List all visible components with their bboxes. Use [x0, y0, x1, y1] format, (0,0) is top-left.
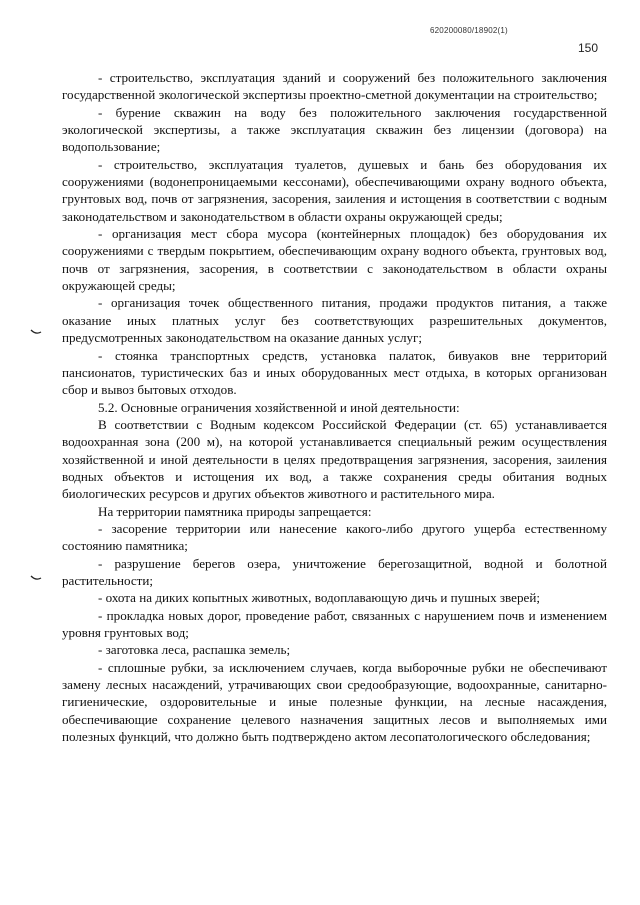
paragraph: - организация точек общественного питания, продажи продуктов питания, а также оказание иных платных услуг без соответствующих разрешительных документов, предусмотренных законодательством на оказание данных услуг;	[62, 295, 607, 346]
paragraph: - заготовка леса, распашка земель;	[98, 642, 291, 658]
paragraph: - засорение территории или нанесение какого-либо другого ущерба естественному состоянию памятника;	[62, 520, 607, 554]
paragraph: На территории памятника природы запрещается:	[98, 503, 372, 519]
margin-mark-icon	[30, 329, 42, 335]
document-body	[62, 69, 607, 745]
document-code: 620200080/18902(1)	[430, 26, 508, 35]
paragraph: - строительство, эксплуатация туалетов, душевых и бань без оборудования их сооружениями (водонепроницаемыми кессонами), обеспечивающими охрану водного объекта, грунтовых вод, почв от загрязнения, засорения, заиления и истощения в соответствии с водным законодательством и законодательством в области охраны окружающей среды;	[62, 156, 607, 224]
paragraph: - бурение скважин на воду без положительного заключения государственной экологической экспертизы, а также эксплуатация скважин без лицензии (договора) на водопользование;	[62, 104, 607, 155]
margin-mark-icon	[30, 575, 42, 581]
paragraph: - прокладка новых дорог, проведение работ, связанных с нарушением почв и изменением уровня грунтовых вод;	[62, 607, 607, 640]
paragraph: - сплошные рубки, за исключением случаев, когда выборочные рубки не обеспечивают замену лесных насаждений, утрачивающих свои средообразующие, водоохранные, санитарно-гигиенические, оздоровительные и иные полезные функции, на лесные насаждения, обеспечивающие сохранение целевого назначения защитных лесов и выполняемых ими полезных функций, что должно быть подтверждено актом лесопатологического обследования;	[62, 659, 607, 745]
paragraph: - строительство, эксплуатация зданий и сооружений без положительного заключения государственной экологической экспертизы проектно-сметной документации на строительство;	[62, 70, 607, 103]
section-heading: 5.2. Основные ограничения хозяйственной и иной деятельности:	[98, 399, 460, 415]
paragraph: - организация мест сбора мусора (контейнерных площадок) без оборудования их сооружениями с твердым покрытием, обеспечивающим охрану водного объекта, грунтовых вод, почв от загрязнения, засорения, в соответствии с законодательством в области охраны окружающей среды;	[62, 226, 607, 294]
paragraph: В соответствии с Водным кодексом Российской Федерации (ст. 65) устанавливается водоохранная зона (200 м), на которой устанавливается специальный режим осуществления хозяйственной и иной деятельности в целях предотвращения загрязнения, засорения, заиления водных объектов и истощения их вод, а также сохранения среды обитания водных биологических ресурсов и других объектов животного и растительного мира.	[62, 416, 607, 502]
paragraph: - разрушение берегов озера, уничтожение берегозащитной, водной и болотной растительности;	[62, 555, 607, 588]
paragraph: - охота на диких копытных животных, водоплавающую дичь и пушных зверей;	[98, 590, 540, 606]
paragraph: - стоянка транспортных средств, установка палаток, бивуаков вне территорий пансионатов, туристических баз и иных оборудованных мест отдыха, в которых организован сбор и вывоз бытовых отходов.	[62, 347, 607, 398]
page-number: 150	[577, 41, 598, 55]
